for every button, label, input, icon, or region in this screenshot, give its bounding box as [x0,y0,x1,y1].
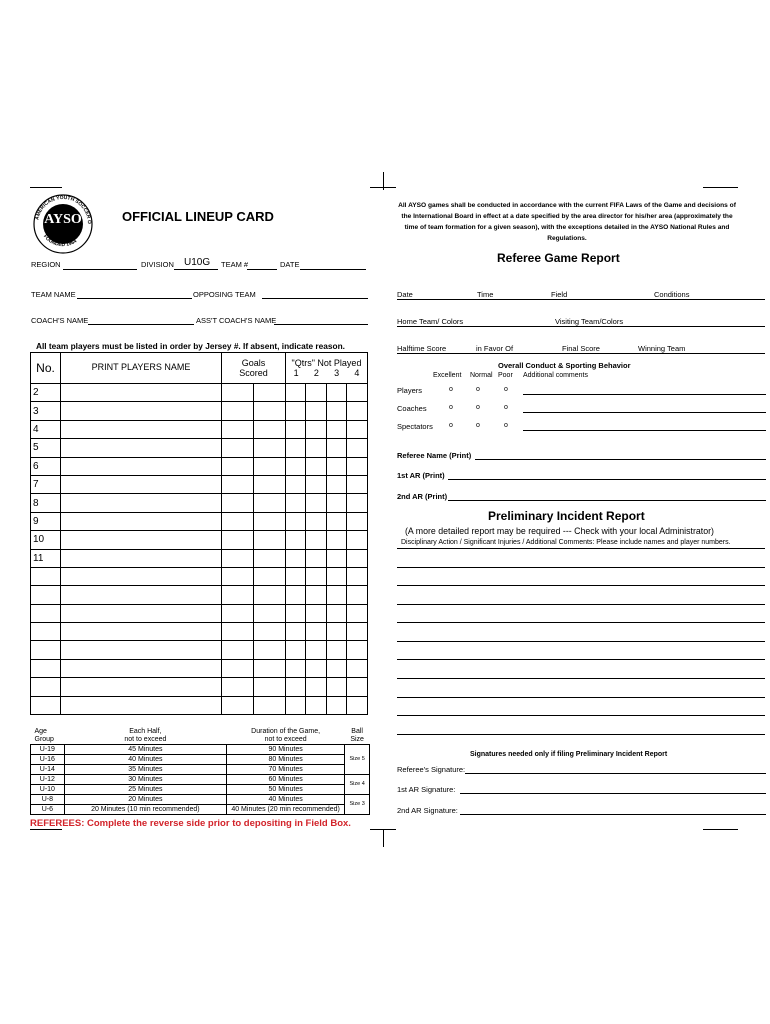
qtr-cell[interactable] [306,567,326,585]
qtr-cell[interactable] [286,549,306,567]
goals-cell[interactable] [254,457,286,475]
table-row [31,659,368,677]
goals-cell[interactable] [222,402,254,420]
goals-cell[interactable] [222,567,254,585]
goals-cell[interactable] [254,439,286,457]
incident-report-title: Preliminary Incident Report [488,509,645,523]
incident-instructions: Disciplinary Action / Significant Injuries / Additional Comments: Please include names and player numbers. [401,539,731,546]
jersey-number-cell[interactable]: 9 [31,512,61,530]
goals-cell[interactable] [254,623,286,641]
ball-size: Size 3 [345,795,370,815]
jersey-number-cell[interactable] [31,604,61,622]
goals-cell[interactable] [222,531,254,549]
division-field[interactable] [174,269,218,270]
asst-coach-label: ASS'T COACH'S NAME [196,316,277,325]
player-name-cell[interactable] [61,641,222,659]
referee-name-field[interactable] [475,459,766,460]
team-number-label: TEAM # [221,260,249,269]
referee-signature-field[interactable] [465,773,766,774]
table-row: U-19 45 Minutes 90 Minutes Size 5 [31,745,370,755]
qtr-cell[interactable] [347,604,368,622]
qtr-cell[interactable] [326,586,346,604]
game-header: Duration of the Game, not to exceed [251,728,321,743]
qtr-cell[interactable] [306,439,326,457]
goals-cell[interactable] [254,494,286,512]
conduct-row-coaches: Coaches [397,404,427,413]
goals-cell[interactable] [222,604,254,622]
ar1-signature-label: 1st AR Signature: [397,785,456,794]
player-name-cell[interactable] [61,696,222,714]
jersey-number-cell[interactable] [31,567,61,585]
table-row [31,604,368,622]
goals-cell[interactable] [254,420,286,438]
qtr-cell[interactable] [306,531,326,549]
crop-mark [370,829,396,830]
goals-cell[interactable] [222,641,254,659]
division-label: DIVISION [141,260,174,269]
qtr-cell[interactable] [306,623,326,641]
division-value: U10G [184,257,211,268]
jersey-number-cell[interactable]: 5 [31,439,61,457]
crop-mark [370,187,396,188]
qtr-cell[interactable] [286,567,306,585]
qtr-cell[interactable] [306,475,326,493]
scores-line[interactable] [397,353,765,354]
table-row [31,402,368,420]
incident-line[interactable] [397,548,765,549]
table-row [31,549,368,567]
lineup-card-title: OFFICIAL LINEUP CARD [122,209,274,224]
ar1-name-label: 1st AR (Print) [397,471,445,480]
jersey-number-cell[interactable]: 2 [31,384,61,402]
incident-line[interactable] [397,622,765,623]
goals-cell[interactable] [222,512,254,530]
player-name-cell[interactable] [61,604,222,622]
qtr-cell[interactable] [306,696,326,714]
conduct-row-spectators: Spectators [397,422,433,431]
jersey-number-cell[interactable]: 7 [31,475,61,493]
team-number-field[interactable] [247,269,277,270]
qtr-cell[interactable] [347,475,368,493]
table-row [31,475,368,493]
qtr-cell[interactable] [347,420,368,438]
goals-cell[interactable] [254,696,286,714]
qtr-cell[interactable] [286,475,306,493]
table-row: U-8 20 Minutes 40 Minutes Size 3 [31,795,370,805]
qtr-cell[interactable] [286,586,306,604]
table-row [31,641,368,659]
region-field[interactable] [63,269,137,270]
table-row: U-16 40 Minutes 80 Minutes [31,755,370,765]
incident-line[interactable] [397,734,765,735]
table-row [31,586,368,604]
jersey-number-cell[interactable]: 6 [31,457,61,475]
player-name-cell[interactable] [61,678,222,696]
ball-size: Size 4 [345,775,370,795]
qtr-number: 3 [334,368,340,378]
ar2-signature-field[interactable] [460,814,766,815]
qtr-cell[interactable] [326,623,346,641]
normal-checkbox[interactable]: o [476,386,480,393]
normal-checkbox[interactable]: o [476,404,480,411]
winning-team-label: Winning Team [638,344,686,353]
qtr-cell[interactable] [306,512,326,530]
qtr-cell[interactable] [306,586,326,604]
jersey-number-cell[interactable]: 11 [31,549,61,567]
qtr-cell[interactable] [347,384,368,402]
table-row: U-14 35 Minutes 70 Minutes [31,765,370,775]
qtr-cell[interactable] [306,494,326,512]
qtr-cell[interactable] [286,512,306,530]
excellent-checkbox[interactable]: o [449,404,453,411]
logo-founded-text: FOUNDED 1964 [41,233,78,249]
jersey-number-cell[interactable] [31,678,61,696]
region-label: REGION [31,260,61,269]
conduct-row-players: Players [397,386,423,395]
ball-size: Size 5 [345,745,370,775]
logo-letters: AYSO [44,212,82,227]
date-field[interactable] [300,269,366,270]
final-score-label: Final Score [562,344,600,353]
incident-line[interactable] [397,715,765,716]
ar2-name-label: 2nd AR (Print) [397,492,448,501]
qtr-cell[interactable] [286,439,306,457]
jersey-number-cell[interactable] [31,623,61,641]
conduct-col-comments: Additional comments [523,372,588,379]
qtr-cell[interactable] [326,696,346,714]
asst-coach-field[interactable] [274,324,368,325]
roster-table [30,352,368,715]
crop-mark [30,187,62,188]
table-row: U-10 25 Minutes 50 Minutes [31,785,370,795]
qtr-cell[interactable] [306,678,326,696]
player-name-cell[interactable] [61,623,222,641]
goals-header: Goals Scored [222,353,286,384]
ball-header: Ball Size [350,728,364,743]
qtr-number: 2 [313,368,319,378]
incident-line[interactable] [397,697,765,698]
qtr-cell[interactable] [347,549,368,567]
qtr-cell[interactable] [326,531,346,549]
goals-cell[interactable] [222,659,254,677]
referee-name-label: Referee Name (Print) [397,451,472,460]
qtrs-header: "Qtrs" Not Played 1 2 3 4 [286,353,368,384]
table-row [31,420,368,438]
goals-cell[interactable] [222,586,254,604]
ar1-signature-field[interactable] [460,793,766,794]
goals-cell[interactable] [254,531,286,549]
qtr-cell[interactable] [347,696,368,714]
age-header: Age Group [34,728,54,743]
qtr-cell[interactable] [286,494,306,512]
qtr-cell[interactable] [286,384,306,402]
player-name-cell[interactable] [61,402,222,420]
qtr-cell[interactable] [326,659,346,677]
qtr-cell[interactable] [347,531,368,549]
goals-cell[interactable] [222,494,254,512]
player-name-cell[interactable] [61,512,222,530]
qtr-cell[interactable] [347,457,368,475]
fifa-intro: All AYSO games shall be conducted in accordance with the current FIFA Laws of the Game and decisions of the International Board in effect at a date specified by the area director for his/her area (approximately the time of team formation for a given season), with the exceptions detailed in the AYSO National Rules and Regulations. [398,202,736,242]
date-label: DATE [280,260,300,269]
player-name-cell[interactable] [61,494,222,512]
qtr-cell[interactable] [306,420,326,438]
in-favor-label: in Favor Of [476,344,514,353]
qtr-cell[interactable] [286,531,306,549]
table-row: U-12 30 Minutes 60 Minutes Size 4 [31,775,370,785]
conduct-col-excellent: Excellent [433,372,462,379]
crop-mark [383,829,384,847]
goals-cell[interactable] [254,512,286,530]
goals-cell[interactable] [222,457,254,475]
qtr-cell[interactable] [306,402,326,420]
qtr-cell[interactable] [306,457,326,475]
goals-cell[interactable] [222,384,254,402]
table-row [31,457,368,475]
opposing-team-label: OPPOSING TEAM [193,290,256,299]
referee-report-title: Referee Game Report [497,251,620,265]
poor-checkbox[interactable]: o [504,404,508,411]
half-header: Each Half, not to exceed [124,728,167,743]
qtr-cell[interactable] [286,402,306,420]
goals-cell[interactable] [254,604,286,622]
jersey-number-cell[interactable] [31,659,61,677]
goals-cell[interactable] [254,567,286,585]
qtr-cell[interactable] [326,457,346,475]
goals-cell[interactable] [254,475,286,493]
coaches-comment-field[interactable] [523,412,766,413]
goals-cell[interactable] [254,549,286,567]
conduct-title: Overall Conduct & Sporting Behavior [498,361,631,370]
goals-cell[interactable] [254,402,286,420]
qtr-cell[interactable] [286,457,306,475]
ar2-name-field[interactable] [448,500,766,501]
player-name-cell[interactable] [61,531,222,549]
rg-date-label: Date [397,290,413,299]
incident-line[interactable] [397,567,765,568]
table-row [31,494,368,512]
qtr-cell[interactable] [347,641,368,659]
goals-cell[interactable] [222,475,254,493]
player-name-cell[interactable] [61,384,222,402]
conduct-col-normal: Normal [470,372,493,379]
player-name-cell[interactable] [61,567,222,585]
goals-cell[interactable] [222,420,254,438]
qtr-cell[interactable] [326,420,346,438]
jersey-number-cell[interactable]: 3 [31,402,61,420]
qtr-cell[interactable] [326,678,346,696]
jersey-number-cell[interactable] [31,696,61,714]
qtr-cell[interactable] [286,678,306,696]
signatures-note: Signatures needed only if filing Preliminary Incident Report [470,751,668,758]
goals-cell[interactable] [254,586,286,604]
qtr-cell[interactable] [286,604,306,622]
goals-cell[interactable] [254,678,286,696]
goals-cell[interactable] [222,439,254,457]
table-row [31,678,368,696]
qtr-cell[interactable] [347,678,368,696]
roster-instructions: All team players must be listed in order by Jersey #. If absent, indicate reason. [36,341,345,351]
qtr-cell[interactable] [347,623,368,641]
goals-cell[interactable] [222,549,254,567]
qtr-cell[interactable] [347,567,368,585]
qtr-cell[interactable] [347,439,368,457]
goals-cell[interactable] [222,696,254,714]
goals-cell[interactable] [222,678,254,696]
age-duration-table [30,728,370,815]
visiting-team-label: Visiting Team/Colors [555,317,624,326]
incident-line[interactable] [397,585,765,586]
team-name-label: TEAM NAME [31,290,76,299]
qtr-cell[interactable] [347,659,368,677]
excellent-checkbox[interactable]: o [449,422,453,429]
qtr-cell[interactable] [326,475,346,493]
ar2-signature-label: 2nd AR Signature: [397,806,458,815]
qtr-cell[interactable] [306,604,326,622]
player-name-cell[interactable] [61,586,222,604]
table-row [31,512,368,530]
qtr-cell[interactable] [306,641,326,659]
qtr-cell[interactable] [306,659,326,677]
qtr-cell[interactable] [306,549,326,567]
qtr-cell[interactable] [306,384,326,402]
table-row: U-6 20 Minutes (10 min recommended) 40 Minutes (20 min recommended) [31,805,370,815]
rg-field-label: Field [551,290,568,299]
rg-conditions-label: Conditions [654,290,690,299]
jersey-number-cell[interactable] [31,641,61,659]
incident-line[interactable] [397,604,765,605]
qtr-cell[interactable] [286,696,306,714]
table-row [31,623,368,641]
crop-mark [703,829,738,830]
coach-name-label: COACH'S NAME [31,316,89,325]
qtr-number: 1 [293,368,299,378]
player-name-cell[interactable] [61,439,222,457]
player-name-cell[interactable] [61,420,222,438]
poor-checkbox[interactable]: o [504,386,508,393]
qtr-cell[interactable] [286,641,306,659]
goals-cell[interactable] [254,659,286,677]
qtr-cell[interactable] [326,604,346,622]
rg-time-label: Time [477,290,494,299]
player-name-cell[interactable] [61,549,222,567]
table-row [31,531,368,549]
qtr-cell[interactable] [286,420,306,438]
conduct-col-poor: Poor [498,372,513,379]
qtr-cell[interactable] [286,659,306,677]
qtr-cell[interactable] [326,402,346,420]
qtr-cell[interactable] [326,549,346,567]
opposing-team-field[interactable] [262,298,368,299]
poor-checkbox[interactable]: o [504,422,508,429]
table-row [31,439,368,457]
excellent-checkbox[interactable]: o [449,386,453,393]
player-name-cell[interactable] [61,659,222,677]
jersey-number-cell[interactable]: 8 [31,494,61,512]
incident-line[interactable] [397,678,765,679]
qtr-cell[interactable] [326,439,346,457]
incident-line[interactable] [397,659,765,660]
qtr-number: 4 [354,368,360,378]
spectators-comment-field[interactable] [523,430,766,431]
qtr-cell[interactable] [326,512,346,530]
teams-line[interactable] [397,326,765,327]
logo-ring-text: AMERICAN YOUTH SOCCER O [34,194,93,225]
ayso-logo [32,193,94,255]
halftime-score-label: Halftime Score [397,344,447,353]
home-team-label: Home Team/ Colors [397,317,464,326]
date-time-field-line[interactable] [397,299,765,300]
player-name-cell[interactable] [61,475,222,493]
qtr-cell[interactable] [347,586,368,604]
incident-line[interactable] [397,641,765,642]
goals-cell[interactable] [254,384,286,402]
qtr-cell[interactable] [326,384,346,402]
qtr-cell[interactable] [347,402,368,420]
crop-mark [30,829,62,830]
normal-checkbox[interactable]: o [476,422,480,429]
qtr-cell[interactable] [347,494,368,512]
goals-cell[interactable] [254,641,286,659]
team-name-field[interactable] [77,298,192,299]
jersey-number-cell[interactable] [31,586,61,604]
crop-mark [703,187,738,188]
qtr-cell[interactable] [326,567,346,585]
player-name-cell[interactable] [61,457,222,475]
goals-cell[interactable] [222,623,254,641]
coach-name-field[interactable] [88,324,194,325]
referee-signature-label: Referee's Signature: [397,765,466,774]
name-header: PRINT PLAYERS NAME [61,353,222,384]
qtr-cell[interactable] [326,494,346,512]
incident-note: (A more detailed report may be required --- Check with your local Administrator) [405,526,714,536]
referee-note: REFEREES: Complete the reverse side prior to depositing in Field Box. [30,818,351,829]
table-row [31,696,368,714]
qtr-cell[interactable] [326,641,346,659]
table-row [31,384,368,402]
players-comment-field[interactable] [523,394,766,395]
ar1-name-field[interactable] [448,479,766,480]
qtr-cell[interactable] [286,623,306,641]
table-row [31,567,368,585]
jersey-number-cell[interactable]: 10 [31,531,61,549]
no-header: No. [31,353,61,384]
qtr-cell[interactable] [347,512,368,530]
jersey-number-cell[interactable]: 4 [31,420,61,438]
